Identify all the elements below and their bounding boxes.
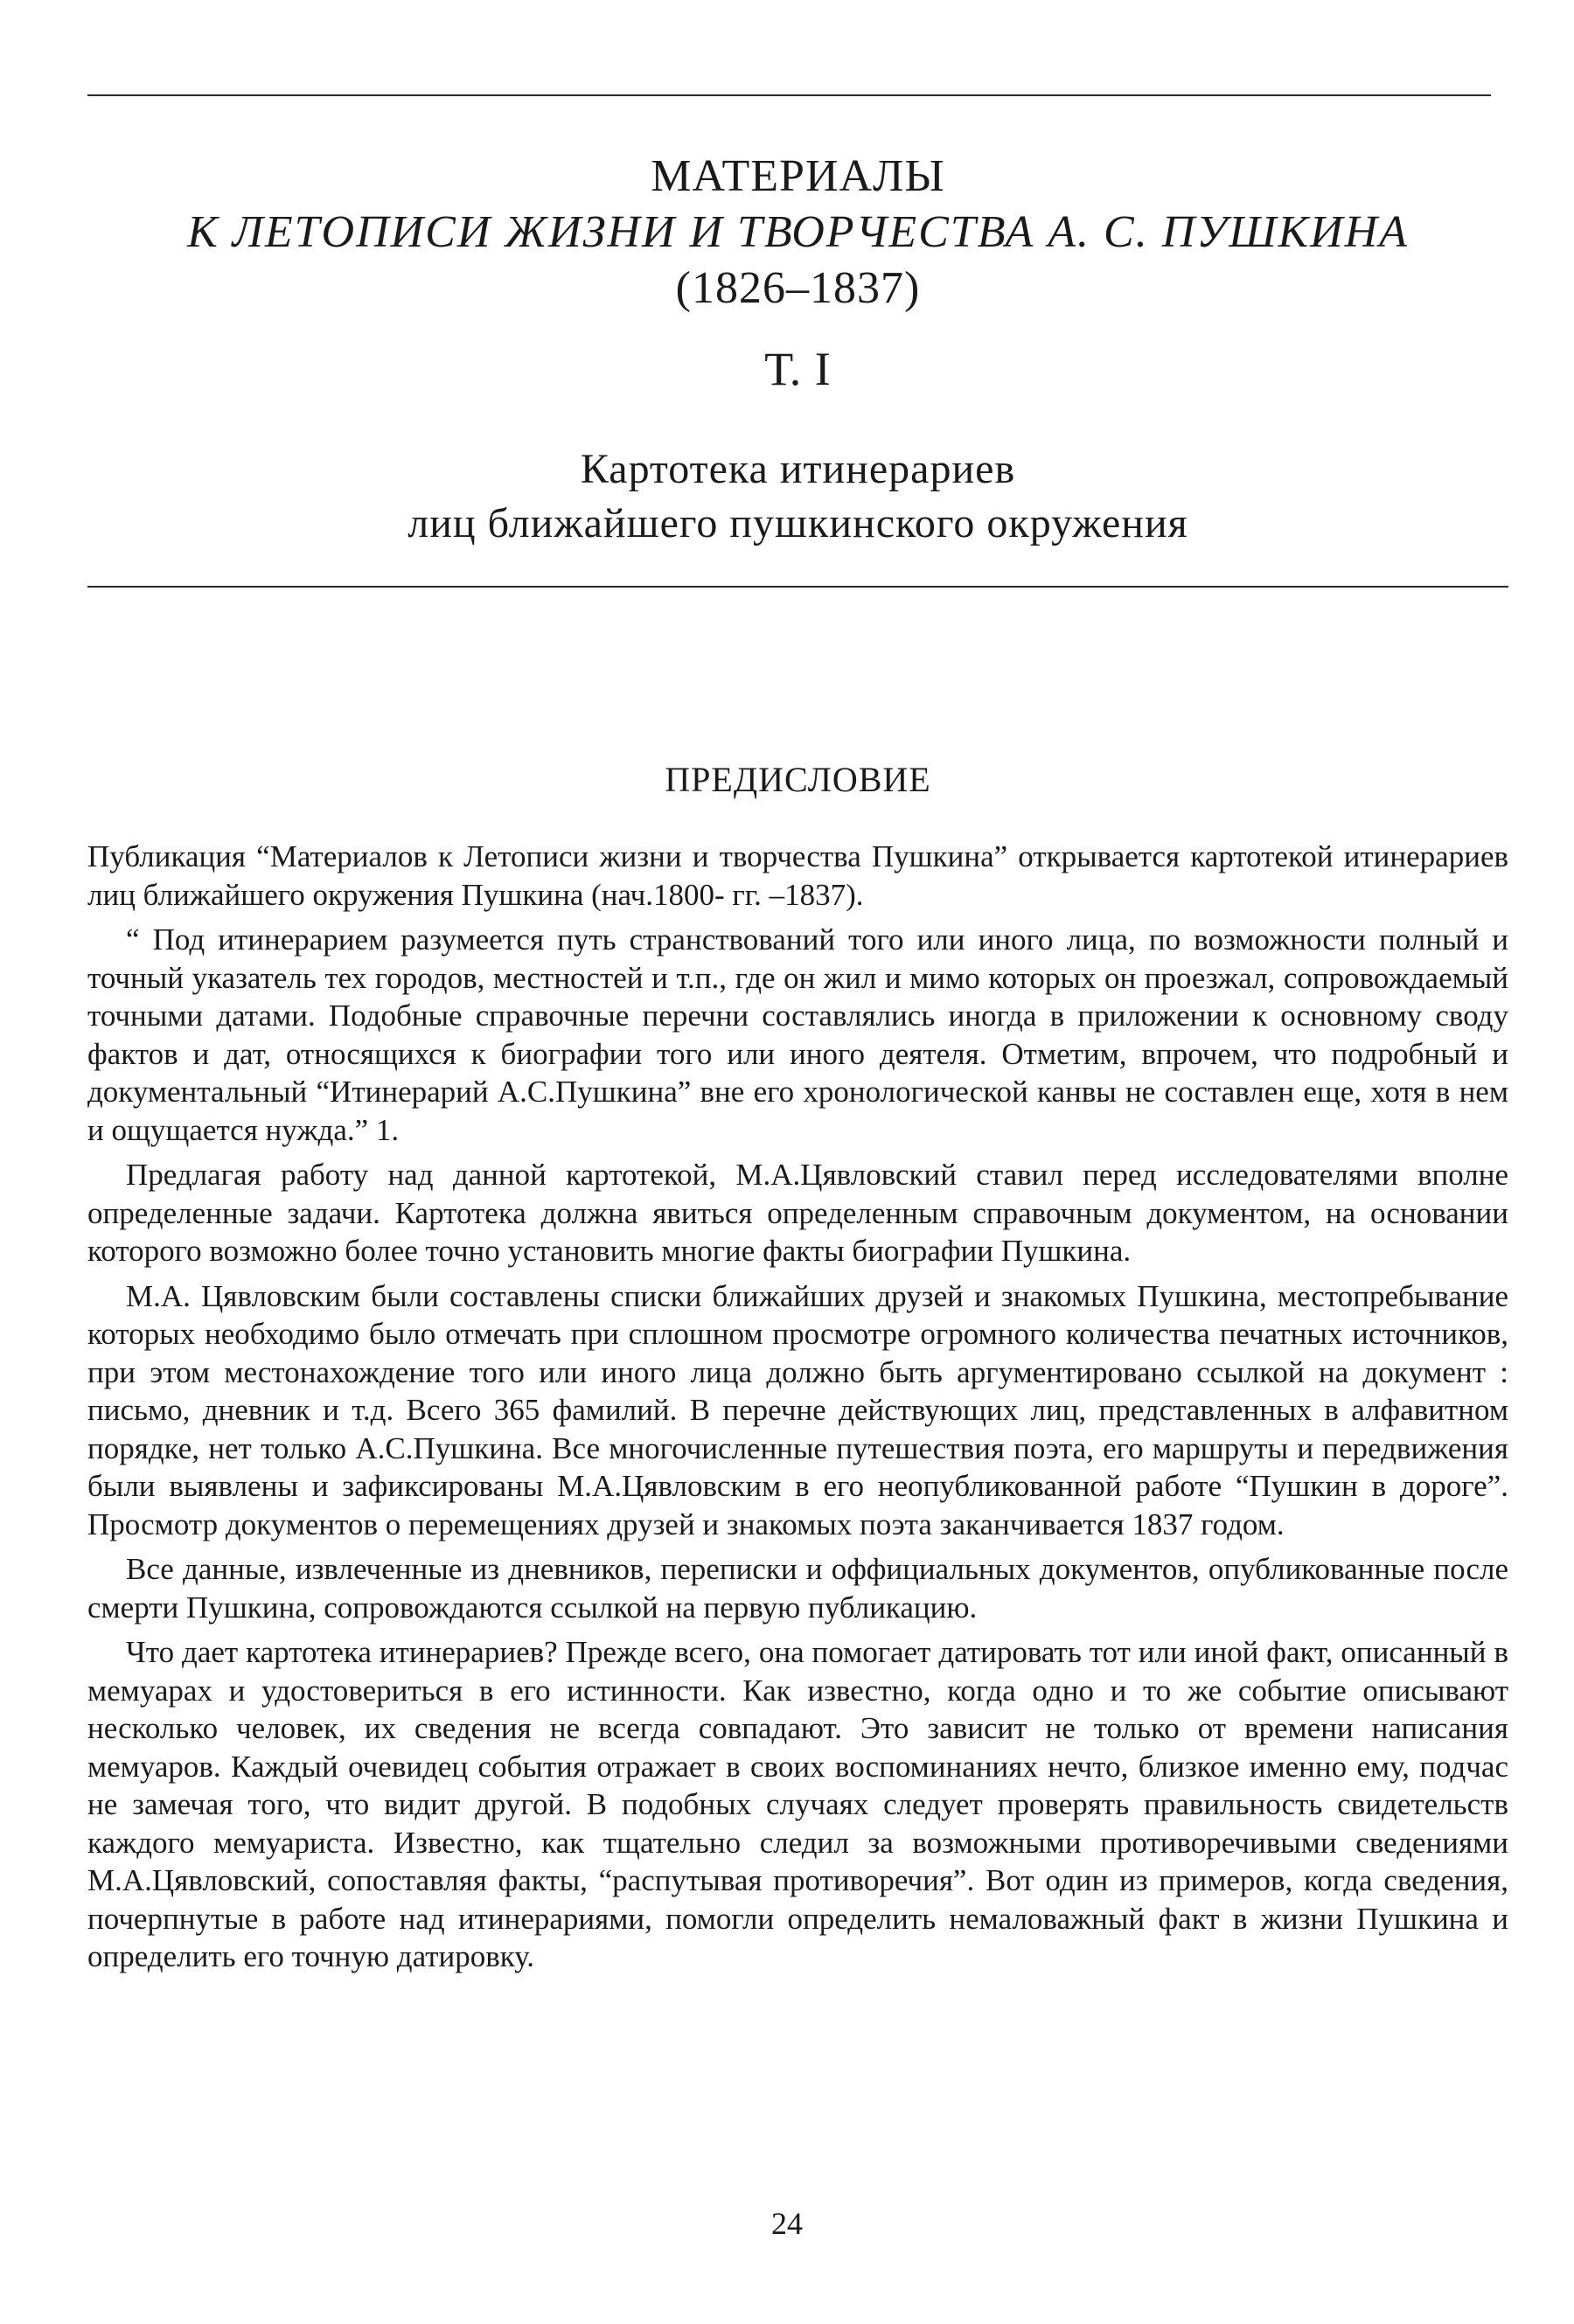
paragraph: Публикация “Материалов к Летописи жизни и творчества Пушкина” открывается картотекой итинерариев лиц ближайшего окружения Пушкина (нач.1800- гг. –1837). [87, 839, 1508, 912]
title-line-2: К ЛЕТОПИСИ ЖИЗНИ И ТВОРЧЕСТВА А. С. ПУШКИНА [187, 207, 1409, 257]
title-block [87, 149, 1508, 551]
paragraph: Все данные, извлеченные из дневников, переписки и оффициальных документов, опубликованные после смерти Пушкина, сопровождаются ссылкой на первую публикацию. [87, 1552, 1508, 1625]
paragraph: Что дает картотека итинерариев? Прежде всего, она помогает датировать тот или иной факт, описанный в мемуарах и удостовериться в его истинности. Как известно, когда одно и то же событие описывают несколько человек, их сведения не всегда совпадают. Это зависит не только от времени написания мемуаров. Каждый очевидец события отражает в своих воспоминаниях нечто, близкое именно ему, подчас не замечая того, что видит другой. В подобных случаях следует проверять правильность свидетельств каждого мемуариста. Известно, как тщательно следил за возможными противоречивыми сведениями М.А.Цявловский, сопоставляя факты, “распутывая противоречия”. Вот один из примеров, когда сведения, почерпнутые в работе над итинерариями, помогли определить немаловажный факт в жизни Пушкина и определить его точную датировку. [87, 1635, 1508, 1973]
page-number: 24 [771, 2206, 803, 2241]
paragraph: “ Под итинерарием разумеется путь странствований того или иного лица, по возможности полный и точный указатель тех городов, местностей и т.п., где он жил и мимо которых он проезжал, сопровождаемый точными датами. Подобные справочные перечни составлялись иногда в приложении к основному своду фактов и дат, относящихся к биографии того или иного деятеля. Отметим, впрочем, что подробный и документальный “Итинерарий А.С.Пушкина” вне его хронологической канвы не составлен еще, хотя в нем и ощущается нужда.” 1. [87, 922, 1508, 1147]
title-years: (1826–1837) [675, 263, 921, 313]
paragraph: М.А. Цявловским были составлены списки ближайших друзей и знакомых Пушкина, местопребывание которых необходимо было отмечать при сплошном просмотре огромного количества печатных источников, при этом местонахождение того или иного лица должно быть аргументировано ссылкой на документ : письмо, дневник и т.д. Всего 365 фамилий. В перечне действующих лиц, представленных в алфавитном порядке, нет только А.С.Пушкина. Все многочисленные путешествия поэта, его маршруты и передвижения были выявлены и зафиксированы М.А.Цявловским в его неопубликованной работе “Пушкин в дороге”. Просмотр документов о перемещениях друзей и знакомых поэта заканчивается 1837 годом. [87, 1278, 1508, 1541]
volume-label: Т. I [764, 343, 832, 395]
top-rule [87, 94, 1491, 96]
subtitle-line-2: лиц ближайшего пушкинского окружения [407, 500, 1188, 546]
title-line-1: МАТЕРИАЛЫ [651, 151, 945, 201]
section-title: ПРЕДИСЛОВИЕ [665, 760, 931, 799]
subtitle-line-1: Картотека итинерариев [580, 446, 1016, 492]
body-text [87, 838, 1508, 1983]
paragraph: Предлагая работу над данной картотекой, М.А.Цявловский ставил перед исследователями вполне определенные задачи. Картотека должна явиться определенным справочным документом, на основании которого возможно более точно установить многие факты биографии Пушкина. [87, 1158, 1508, 1268]
bottom-rule [87, 586, 1508, 588]
